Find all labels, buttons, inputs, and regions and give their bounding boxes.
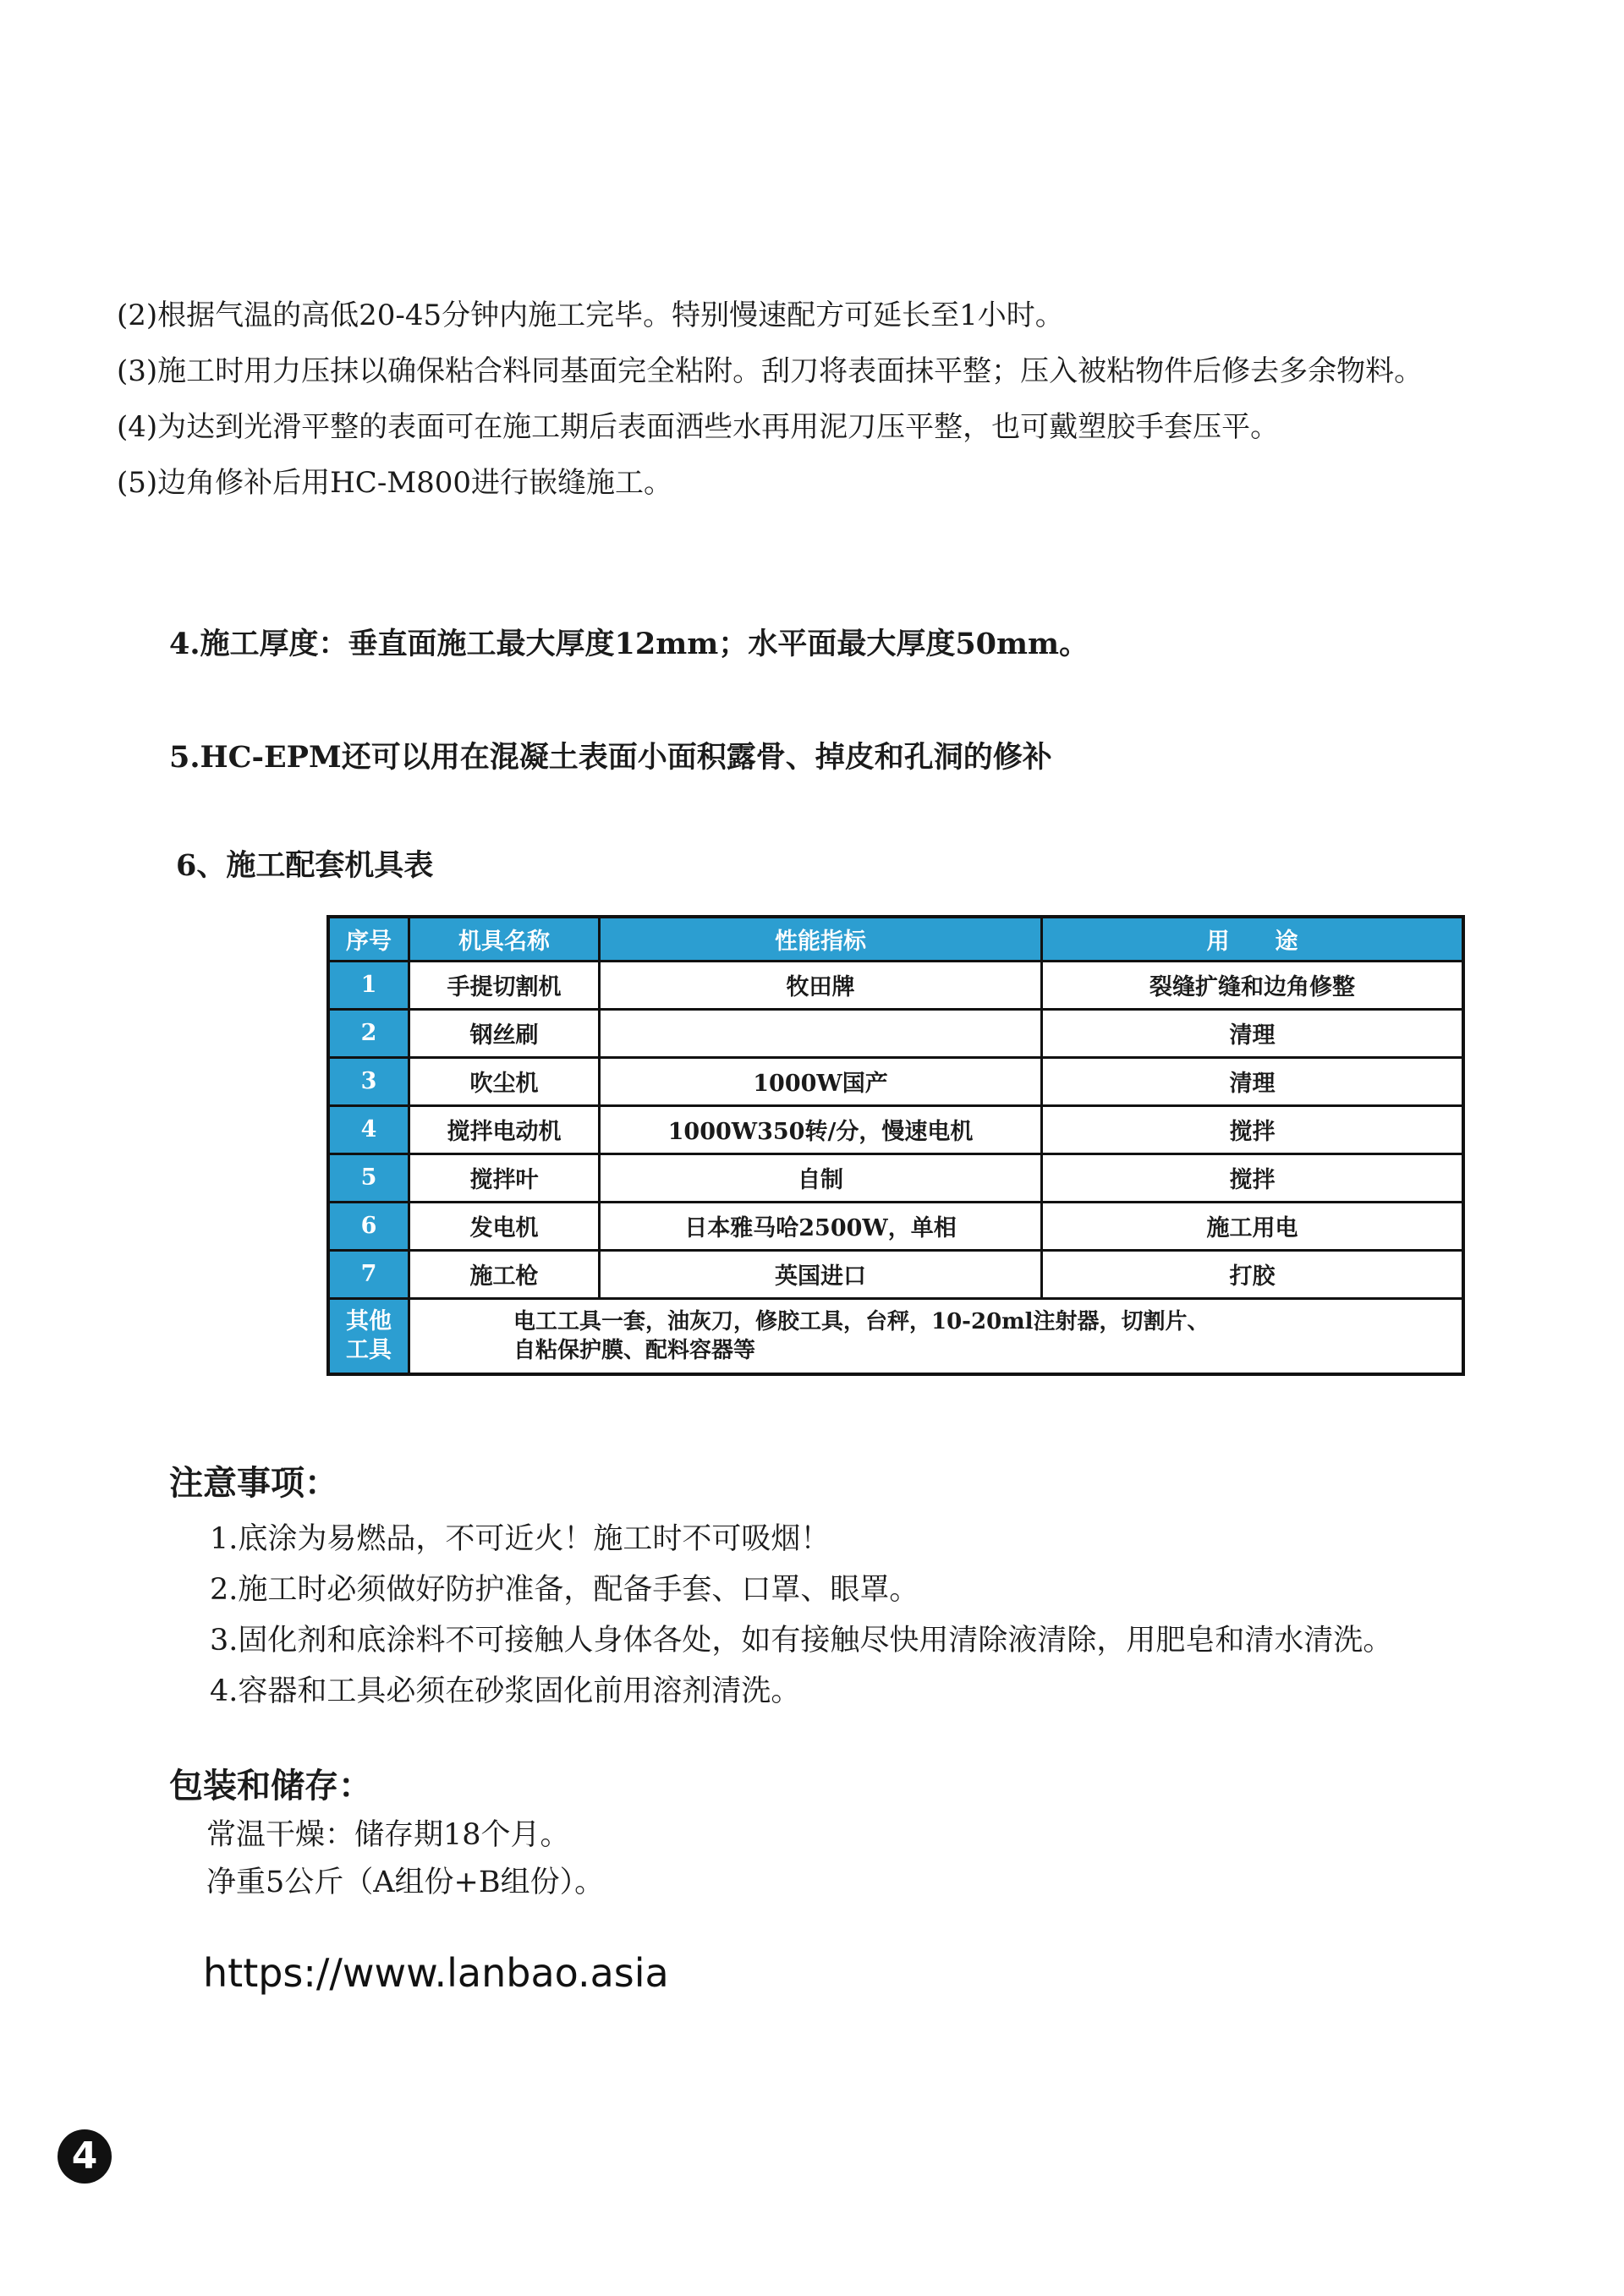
step-3: (3)施工时用力压抹以确保粘合料同基面完全粘附。刮刀将表面抹平整；压入被粘物件后修去多余物料。 (117, 354, 1424, 388)
row-spec: 牧田牌 (600, 961, 1042, 1009)
thickness-note: 4.施工厚度：垂直面施工最大厚度12mm；水平面最大厚度50mm。 (169, 627, 1089, 661)
row-usage: 清理 (1042, 1009, 1464, 1057)
other-tools-line-1: 电工工具一套，油灰刀，修胶工具，台秤，10-20ml注射器，切割片、 (513, 1308, 1210, 1334)
row-usage: 搅拌 (1042, 1153, 1464, 1202)
row-usage: 清理 (1042, 1057, 1464, 1105)
header-index: 序号 (328, 917, 409, 961)
row-index: 4 (328, 1105, 409, 1153)
other-tools-row (328, 1298, 1463, 1374)
row-spec: 自制 (600, 1153, 1042, 1202)
repair-note: 5.HC-EPM还可以用在混凝土表面小面积露骨、掉皮和孔洞的修补 (169, 740, 1052, 775)
row-name: 施工枪 (409, 1250, 600, 1298)
row-name: 搅拌电动机 (409, 1105, 600, 1153)
table-row (328, 1105, 1463, 1153)
row-spec: 1000W国产 (600, 1057, 1042, 1105)
table-row (328, 1057, 1463, 1105)
row-name: 吹尘机 (409, 1057, 600, 1105)
note-item: 4.容器和工具必须在砂浆固化前用溶剂清洗。 (210, 1674, 801, 1708)
note-item: 3.固化剂和底涂料不可接触人身体各处，如有接触尽快用清除液清除，用肥皂和清水清洗。 (210, 1624, 1393, 1658)
row-name: 手提切割机 (409, 961, 600, 1009)
storage-item: 常温干燥：储存期18个月。 (206, 1818, 570, 1852)
row-spec: 英国进口 (600, 1250, 1042, 1298)
page-number-badge: 4 (58, 2129, 112, 2184)
table-row (328, 1202, 1463, 1250)
storage-list (206, 1811, 604, 1906)
row-index: 7 (328, 1250, 409, 1298)
row-spec (600, 1009, 1042, 1057)
row-index: 5 (328, 1153, 409, 1202)
row-spec: 1000W350转/分，慢速电机 (600, 1105, 1042, 1153)
equipment-table (326, 915, 1465, 1376)
table-row (328, 1153, 1463, 1202)
note-item: 2.施工时必须做好防护准备，配备手套、口罩、眼罩。 (210, 1573, 919, 1607)
row-name: 搅拌叶 (409, 1153, 600, 1202)
other-label-line-2: 工具 (346, 1336, 392, 1363)
row-usage: 裂缝扩缝和边角修整 (1042, 961, 1464, 1009)
website-url: https://www.lanbao.asia (203, 1950, 669, 1996)
notes-list (210, 1514, 1392, 1717)
row-usage: 搅拌 (1042, 1105, 1464, 1153)
row-spec: 日本雅马哈2500W，单相 (600, 1202, 1042, 1250)
storage-title: 包装和储存： (169, 1767, 372, 1806)
row-index: 2 (328, 1009, 409, 1057)
other-tools-line-2: 自粘保护膜、配料容器等 (513, 1337, 756, 1363)
table-row (328, 961, 1463, 1009)
step-5: (5)边角修补后用HC-M800进行嵌缝施工。 (117, 466, 673, 500)
storage-item: 净重5公斤（A组份+B组份）。 (206, 1866, 605, 1899)
table-heading: 6、施工配套机具表 (176, 848, 434, 883)
header-spec: 性能指标 (600, 917, 1042, 961)
row-name: 发电机 (409, 1202, 600, 1250)
row-index: 6 (328, 1202, 409, 1250)
row-index: 3 (328, 1057, 409, 1105)
row-name: 钢丝刷 (409, 1009, 600, 1057)
header-usage: 用 途 (1042, 917, 1464, 961)
step-2: (2)根据气温的高低20-45分钟内施工完毕。特别慢速配方可延长至1小时。 (117, 299, 1064, 332)
other-tools-text (409, 1298, 1464, 1374)
row-index: 1 (328, 961, 409, 1009)
construction-steps (117, 288, 1504, 511)
step-4: (4)为达到光滑平整的表面可在施工期后表面洒些水再用泥刀压平整，也可戴塑胶手套压平。 (117, 410, 1280, 444)
row-usage: 打胶 (1042, 1250, 1464, 1298)
header-name: 机具名称 (409, 917, 600, 961)
table-row (328, 1250, 1463, 1298)
notes-title: 注意事项： (169, 1464, 338, 1503)
table-row (328, 1009, 1463, 1057)
other-tools-label (328, 1298, 409, 1374)
table-header-row (328, 917, 1463, 961)
row-usage: 施工用电 (1042, 1202, 1464, 1250)
other-label-line-1: 其他 (346, 1307, 392, 1334)
note-item: 1.底涂为易燃品，不可近火！施工时不可吸烟！ (210, 1522, 831, 1556)
